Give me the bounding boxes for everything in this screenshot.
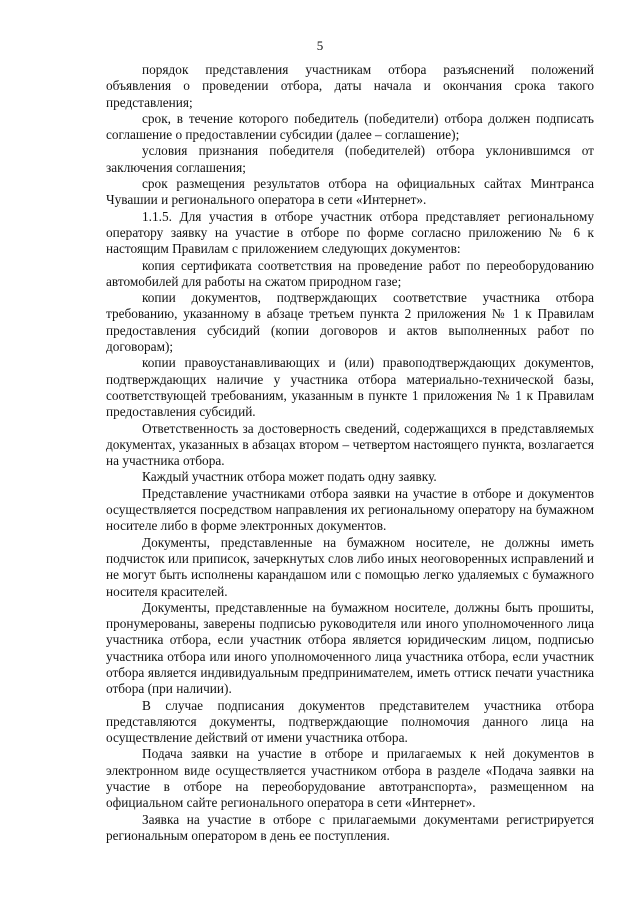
paragraph: условия признания победителя (победителей) отбора уклонившимся от заключения соглашения;	[106, 143, 594, 175]
paragraph: порядок представления участникам отбора разъяснений положений объявления о проведении отбора, даты начала и окончания срока такого представления;	[106, 62, 594, 110]
document-body	[106, 62, 594, 844]
paragraph: Заявка на участие в отборе с прилагаемыми документами регистрируется региональным оператором в день ее поступления.	[106, 811, 594, 843]
paragraph: Документы, представленные на бумажном носителе, не должны иметь подчисток или приписок, зачеркнутых слов либо иных неоговоренных исправлений и не могут быть исполнены карандашом или с помощью легко удаляемых с бумажного носителя красителей.	[106, 534, 594, 599]
paragraph: Каждый участник отбора может подать одну заявку.	[142, 469, 437, 485]
paragraph: копии документов, подтверждающих соответствие участника отбора требованию, указанному в абзаце третьем пункта 2 приложения № 1 к Правилам предоставления субсидий (копии договоров и актов выполненных работ по договорам);	[106, 290, 594, 355]
paragraph: 1.1.5. Для участия в отборе участник отбора представляет региональному оператору заявку на участие в отборе по форме согласно приложению № 6 к настоящим Правилам с приложением следующих документов:	[106, 208, 594, 257]
page-number: 5	[316, 38, 324, 53]
paragraph: срок размещения результатов отбора на официальных сайтах Минтранса Чувашии и регионального оператора в сети «Интернет».	[106, 176, 594, 208]
paragraph: Подача заявки на участие в отборе и прилагаемых к ней документов в электронном виде осуществляется участником отбора в разделе «Подача заявки на участие в отборе на переоборудование автотранспорта», размещенном на официальном сайте регионального оператора в сети «Интернет».	[106, 746, 594, 811]
paragraph: срок, в течение которого победитель (победители) отбора должен подписать соглашение о предоставлении субсидии (далее – соглашение);	[106, 110, 594, 143]
paragraph: копии правоустанавливающих и (или) правоподтверждающих документов, подтверждающих наличие у участника отбора материально-технической базы, соответствующей требованиям, указанным в пункте 1 приложения № 1 к Правилам предоставления субсидий.	[106, 355, 594, 420]
paragraph: Ответственность за достоверность сведений, содержащихся в представляемых документах, указанных в абзацах втором – четвертом настоящего пункта, возлагается на участника отбора.	[106, 420, 594, 469]
paragraph: Представление участниками отбора заявки на участие в отборе и документов осуществляется посредством направления их региональному оператору на бумажном носителе либо в форме электронных документов.	[106, 485, 594, 534]
paragraph: В случае подписания документов представителем участника отбора представляются документы, подтверждающие полномочия данного лица на осуществление действий от имени участника отбора.	[106, 697, 594, 746]
paragraph: копия сертификата соответствия на проведение работ по переоборудованию автомобилей для работы на сжатом природном газе;	[106, 257, 594, 289]
paragraph: Документы, представленные на бумажном носителе, должны быть прошиты, пронумерованы, заверены подписью руководителя или иного уполномоченного лица участника отбора, если участник отбора является юридическим лицом, подписью участника отбора или иного уполномоченного лица участника отбора, если участник отбора является индивидуальным предпринимателем, иметь оттиск печати участника отбора (при наличии).	[106, 599, 594, 697]
